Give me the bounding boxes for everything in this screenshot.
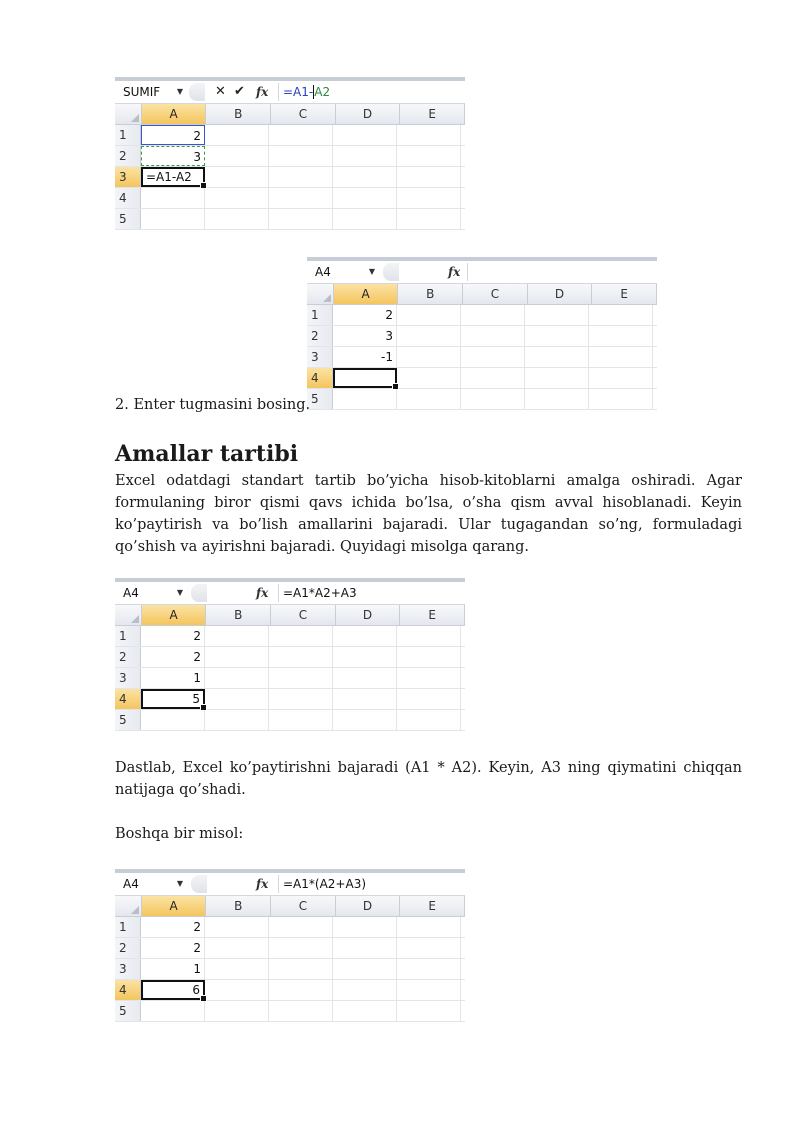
cell-e3[interactable] <box>397 668 461 688</box>
cell-b4[interactable] <box>205 188 269 208</box>
row-header-1[interactable]: 1 <box>307 305 333 325</box>
cell-a4[interactable] <box>141 188 205 208</box>
name-box[interactable] <box>117 876 187 892</box>
cell-b3[interactable] <box>205 167 269 187</box>
cell-a4[interactable]: 6 <box>141 980 205 1000</box>
table-row <box>307 368 657 389</box>
cell-a3[interactable]: -1 <box>333 347 397 367</box>
formula-input[interactable]: =A1*(A2+A3) <box>278 875 465 893</box>
column-header-a[interactable]: A <box>334 284 399 304</box>
name-box-value: A4 <box>123 877 139 891</box>
cell-a4[interactable]: 5 <box>141 689 205 709</box>
cell-e3[interactable] <box>589 347 653 367</box>
insert-function-icon[interactable]: fx <box>256 85 269 99</box>
chevron-down-icon[interactable]: ▼ <box>176 87 183 96</box>
cell-e1[interactable] <box>397 125 461 145</box>
cell-d1[interactable] <box>525 305 589 325</box>
cell-d4[interactable] <box>333 689 397 709</box>
formula-part-ref1: =A1- <box>283 85 314 99</box>
cell-a1[interactable]: 2 <box>141 125 205 145</box>
cell-c4[interactable] <box>269 980 333 1000</box>
paragraph-explanation: Dastlab, Excel ko’paytirishni bajaradi (A1 * A2). Keyin, A3 ning qiymatini chiqqan natijaga qo’shadi. <box>115 760 742 798</box>
table-row <box>307 326 657 347</box>
formula-bar <box>115 873 465 896</box>
cell-a1[interactable]: 2 <box>141 626 205 646</box>
cell-a2[interactable]: 2 <box>141 647 205 667</box>
row-header-5[interactable]: 5 <box>115 209 141 229</box>
table-row <box>115 167 465 188</box>
cell-d5[interactable] <box>333 1001 397 1021</box>
cell-d2[interactable] <box>333 647 397 667</box>
name-box[interactable] <box>309 264 379 280</box>
formula-bar-grip[interactable] <box>383 263 399 281</box>
chevron-down-icon[interactable]: ▼ <box>176 879 183 888</box>
cell-d3[interactable] <box>525 347 589 367</box>
cell-d1[interactable] <box>333 917 397 937</box>
column-headers <box>115 605 465 626</box>
select-all-corner[interactable] <box>115 896 142 916</box>
cell-e4[interactable] <box>589 368 653 388</box>
row-header-1[interactable]: 1 <box>115 125 141 145</box>
cell-b4[interactable] <box>205 689 269 709</box>
table-row <box>115 146 465 167</box>
cell-d3[interactable] <box>333 668 397 688</box>
cell-d1[interactable] <box>333 125 397 145</box>
column-header-c[interactable]: C <box>463 284 528 304</box>
row-header-2[interactable]: 2 <box>115 938 141 958</box>
row-header-3[interactable]: 3 <box>115 959 141 979</box>
cell-b5[interactable] <box>205 209 269 229</box>
column-header-c[interactable]: C <box>271 605 336 625</box>
excel-screenshot-2 <box>307 257 657 410</box>
cell-e2[interactable] <box>397 938 461 958</box>
select-all-corner[interactable] <box>307 284 334 304</box>
row-header-1[interactable]: 1 <box>115 917 141 937</box>
row-header-2[interactable]: 2 <box>115 146 141 166</box>
worksheet-grid <box>307 284 657 410</box>
cell-b1[interactable] <box>205 125 269 145</box>
cell-b2[interactable] <box>205 146 269 166</box>
cell-d3[interactable] <box>333 167 397 187</box>
section-heading: Amallar tartibi <box>115 441 299 467</box>
table-row <box>115 917 465 938</box>
insert-function-icon[interactable]: fx <box>448 265 461 279</box>
table-row <box>115 125 465 146</box>
cell-b5[interactable] <box>397 389 461 409</box>
excel-screenshot-1 <box>115 77 465 230</box>
cell-a4[interactable] <box>333 368 397 388</box>
cell-d3[interactable] <box>333 959 397 979</box>
cell-c3[interactable] <box>269 668 333 688</box>
table-row <box>307 389 657 410</box>
select-all-corner[interactable] <box>115 605 142 625</box>
cell-c5[interactable] <box>269 209 333 229</box>
row-header-4[interactable]: 4 <box>115 188 141 208</box>
table-row <box>307 305 657 326</box>
table-row <box>115 647 465 668</box>
formula-bar <box>307 261 657 284</box>
cell-d2[interactable] <box>333 146 397 166</box>
table-row <box>115 209 465 230</box>
cell-a2[interactable]: 2 <box>141 938 205 958</box>
table-row <box>115 689 465 710</box>
cell-a5[interactable] <box>141 209 205 229</box>
cell-e5[interactable] <box>397 1001 461 1021</box>
cell-a3[interactable]: 1 <box>141 668 205 688</box>
row-header-2[interactable]: 2 <box>307 326 333 346</box>
name-box[interactable] <box>117 84 187 100</box>
cell-c4[interactable] <box>269 188 333 208</box>
chevron-down-icon[interactable]: ▼ <box>176 588 183 597</box>
row-header-5[interactable]: 5 <box>307 389 333 409</box>
cell-b2[interactable] <box>397 326 461 346</box>
cell-b3[interactable] <box>205 668 269 688</box>
column-header-c[interactable]: C <box>271 104 336 124</box>
cell-a5[interactable] <box>333 389 397 409</box>
column-header-d[interactable]: D <box>336 605 401 625</box>
cell-b5[interactable] <box>205 710 269 730</box>
cell-b2[interactable] <box>205 647 269 667</box>
cell-d4[interactable] <box>333 980 397 1000</box>
name-box-value: A4 <box>315 265 331 279</box>
cell-c2[interactable] <box>269 647 333 667</box>
row-header-4[interactable]: 4 <box>115 980 141 1000</box>
row-header-1[interactable]: 1 <box>115 626 141 646</box>
cell-b3[interactable] <box>205 959 269 979</box>
column-header-e[interactable]: E <box>400 896 465 916</box>
cell-c1[interactable] <box>269 626 333 646</box>
excel-screenshot-4 <box>115 869 465 1022</box>
cell-c4[interactable] <box>269 689 333 709</box>
cell-e1[interactable] <box>397 917 461 937</box>
cell-c2[interactable] <box>269 938 333 958</box>
table-row <box>115 938 465 959</box>
cell-a1[interactable]: 2 <box>141 917 205 937</box>
cell-a2[interactable]: 3 <box>141 146 205 166</box>
cell-d2[interactable] <box>525 326 589 346</box>
paragraph-another-example: Boshqa bir misol: <box>115 826 244 842</box>
table-row <box>115 188 465 209</box>
formula-bar <box>115 582 465 605</box>
cell-b1[interactable] <box>205 917 269 937</box>
name-box-value: SUMIF <box>123 85 161 99</box>
formula-input[interactable] <box>467 263 657 281</box>
excel-screenshot-3 <box>115 578 465 731</box>
table-row <box>115 710 465 731</box>
formula-bar-grip[interactable] <box>189 83 205 101</box>
cell-c3[interactable] <box>269 959 333 979</box>
formula-bar <box>115 81 465 104</box>
cell-a1[interactable]: 2 <box>333 305 397 325</box>
column-header-d[interactable]: D <box>336 896 401 916</box>
row-header-2[interactable]: 2 <box>115 647 141 667</box>
cell-d5[interactable] <box>333 710 397 730</box>
insert-function-icon[interactable]: fx <box>256 586 269 600</box>
cell-c5[interactable] <box>269 1001 333 1021</box>
cell-e1[interactable] <box>397 626 461 646</box>
column-header-e[interactable]: E <box>400 605 465 625</box>
cell-e2[interactable] <box>397 146 461 166</box>
cell-c1[interactable] <box>461 305 525 325</box>
formula-input[interactable] <box>278 83 465 101</box>
cell-e5[interactable] <box>589 389 653 409</box>
formula-bar-grip[interactable] <box>191 584 207 602</box>
table-row <box>115 668 465 689</box>
row-header-5[interactable]: 5 <box>115 710 141 730</box>
cell-e1[interactable] <box>589 305 653 325</box>
cell-e4[interactable] <box>397 188 461 208</box>
insert-function-icon[interactable]: fx <box>256 877 269 891</box>
cell-d4[interactable] <box>333 188 397 208</box>
cell-e5[interactable] <box>397 710 461 730</box>
column-headers <box>115 896 465 917</box>
cell-d5[interactable] <box>333 209 397 229</box>
cell-c5[interactable] <box>461 389 525 409</box>
cell-c3[interactable] <box>269 167 333 187</box>
cell-c2[interactable] <box>269 146 333 166</box>
formula-input[interactable]: =A1*A2+A3 <box>278 584 465 602</box>
cell-b2[interactable] <box>205 938 269 958</box>
cell-a2[interactable]: 3 <box>333 326 397 346</box>
column-header-a[interactable]: A <box>142 605 207 625</box>
cell-a3[interactable]: 1 <box>141 959 205 979</box>
column-header-b[interactable]: B <box>398 284 463 304</box>
row-header-5[interactable]: 5 <box>115 1001 141 1021</box>
column-header-d[interactable]: D <box>336 104 401 124</box>
cell-b3[interactable] <box>397 347 461 367</box>
cell-e2[interactable] <box>589 326 653 346</box>
worksheet-grid <box>115 605 465 731</box>
row-header-4[interactable]: 4 <box>307 368 333 388</box>
cancel-icon[interactable]: ✕ <box>215 84 226 99</box>
cell-e2[interactable] <box>397 647 461 667</box>
step-instruction: 2. Enter tugmasini bosing. <box>115 397 311 413</box>
cell-d4[interactable] <box>525 368 589 388</box>
cell-e4[interactable] <box>397 980 461 1000</box>
column-header-e[interactable]: E <box>400 104 465 124</box>
cell-c3[interactable] <box>461 347 525 367</box>
column-headers <box>307 284 657 305</box>
column-headers <box>115 104 465 125</box>
cell-d5[interactable] <box>525 389 589 409</box>
cell-c2[interactable] <box>461 326 525 346</box>
formula-part-ref2: A2 <box>314 85 331 99</box>
cell-a3[interactable]: =A1-A2 <box>141 167 205 187</box>
table-row <box>115 980 465 1001</box>
row-header-3[interactable]: 3 <box>307 347 333 367</box>
cell-c1[interactable] <box>269 917 333 937</box>
cell-d1[interactable] <box>333 626 397 646</box>
cell-c5[interactable] <box>269 710 333 730</box>
cell-b4[interactable] <box>205 980 269 1000</box>
cell-d2[interactable] <box>333 938 397 958</box>
row-header-4[interactable]: 4 <box>115 689 141 709</box>
cell-e3[interactable] <box>397 167 461 187</box>
column-header-e[interactable]: E <box>592 284 657 304</box>
cell-c1[interactable] <box>269 125 333 145</box>
cell-a5[interactable] <box>141 1001 205 1021</box>
select-all-corner[interactable] <box>115 104 142 124</box>
cell-c4[interactable] <box>461 368 525 388</box>
row-header-3[interactable]: 3 <box>115 668 141 688</box>
column-header-a[interactable]: A <box>142 896 207 916</box>
enter-check-icon[interactable]: ✔ <box>234 84 245 99</box>
worksheet-grid <box>115 896 465 1022</box>
cell-b1[interactable] <box>205 626 269 646</box>
column-header-a[interactable]: A <box>142 104 207 124</box>
column-header-b[interactable]: B <box>206 104 271 124</box>
name-box-value: A4 <box>123 586 139 600</box>
column-header-b[interactable]: B <box>206 605 271 625</box>
cell-b4[interactable] <box>397 368 461 388</box>
cell-a5[interactable] <box>141 710 205 730</box>
chevron-down-icon[interactable]: ▼ <box>368 267 375 276</box>
column-header-b[interactable]: B <box>206 896 271 916</box>
cell-e4[interactable] <box>397 689 461 709</box>
column-header-d[interactable]: D <box>528 284 593 304</box>
table-row <box>115 1001 465 1022</box>
cell-e3[interactable] <box>397 959 461 979</box>
column-header-c[interactable]: C <box>271 896 336 916</box>
paragraph-order-of-operations: Excel odatdagi standart tartib bo’yicha hisob-kitoblarni amalga oshiradi. Agar formulaning biror qismi qavs ichida bo’lsa, o’sha qism avval hisoblanadi. Keyin ko’paytirish va bo’lish amallarini bajaradi. Ular tugagandan so’ng, formuladagi qo’shish va ayirishni bajaradi. Quyidagi misolga qarang. <box>115 473 742 555</box>
worksheet-grid <box>115 104 465 230</box>
name-box[interactable] <box>117 585 187 601</box>
table-row <box>115 959 465 980</box>
table-row <box>115 626 465 647</box>
formula-bar-grip[interactable] <box>191 875 207 893</box>
cell-b5[interactable] <box>205 1001 269 1021</box>
cell-b1[interactable] <box>397 305 461 325</box>
cell-e5[interactable] <box>397 209 461 229</box>
table-row <box>307 347 657 368</box>
row-header-3[interactable]: 3 <box>115 167 141 187</box>
